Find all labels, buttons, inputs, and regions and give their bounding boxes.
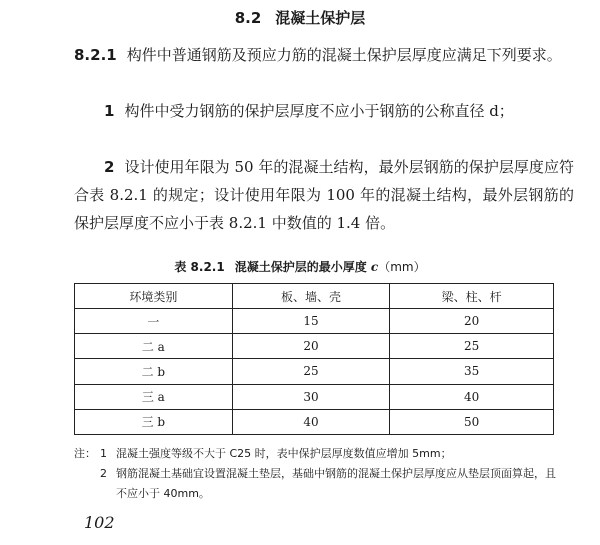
section-heading [0,7,600,28]
table-row [75,334,554,359]
beam-cell: 35 [390,359,554,384]
page-number: 102 [84,513,115,532]
beam-cell: 40 [390,384,554,409]
header-slab-wall-shell: 板、墙、壳 [232,284,390,309]
table-row [75,409,554,434]
note-text: 钢筋混凝土基础宜设置混凝土垫层，基础中钢筋的混凝土保护层厚度应从垫层顶面算起，且不应小于 40mm。 [116,467,556,500]
env-cell: 三 a [75,384,233,409]
slab-cell: 30 [232,384,390,409]
table-row [75,309,554,334]
env-cell: 二 b [75,359,233,384]
beam-cell: 25 [390,334,554,359]
clause-paragraph [74,41,574,69]
item-2-text: 设计使用年限为 50 年的混凝土结构，最外层钢筋的保护层厚度应符合表 8.2.1 的规定；设计使用年限为 100 年的混凝土结构，最外层钢筋的保护层厚度不应小于表 8.2.1 中数值的 1.4 倍。 [74,158,574,232]
item-1-text: 构件中受力钢筋的保护层厚度不应小于钢筋的公称直径 d； [124,102,514,120]
table-row [75,359,554,384]
table-header-row [75,284,554,309]
item-2-paragraph [74,153,574,237]
header-environment: 环境类别 [75,284,233,309]
slab-cell: 15 [232,309,390,334]
table-title: 混凝土保护层的最小厚度 [234,260,367,274]
table-number: 表 8.2.1 [174,260,225,274]
slab-cell: 25 [232,359,390,384]
beam-cell: 50 [390,409,554,434]
table-caption [0,258,600,275]
note-number: 2 [100,467,107,480]
note-item [74,464,564,504]
table-notes [74,444,564,504]
slab-cell: 20 [232,334,390,359]
header-beam-column-bar: 梁、柱、杆 [390,284,554,309]
note-item [74,444,564,464]
env-cell: 二 a [75,334,233,359]
section-number: 8.2 [234,9,262,27]
table-unit: （mm） [378,260,426,274]
table-row [75,384,554,409]
note-number: 1 [100,447,107,460]
table-symbol: c [370,260,379,274]
env-cell: 三 b [75,409,233,434]
beam-cell: 20 [390,309,554,334]
item-1-paragraph [74,97,574,125]
notes-label: 注： [74,447,96,460]
clause-text: 构件中普通钢筋及预应力筋的混凝土保护层厚度应满足下列要求。 [126,46,562,64]
clause-number: 8.2.1 [74,46,117,64]
slab-cell: 40 [232,409,390,434]
cover-thickness-table [74,283,554,435]
section-title: 混凝土保护层 [275,9,366,27]
item-2-number: 2 [104,158,115,176]
item-1-number: 1 [104,102,115,120]
env-cell: 一 [75,309,233,334]
note-text: 混凝土强度等级不大于 C25 时，表中保护层厚度数值应增加 5mm； [116,447,452,460]
